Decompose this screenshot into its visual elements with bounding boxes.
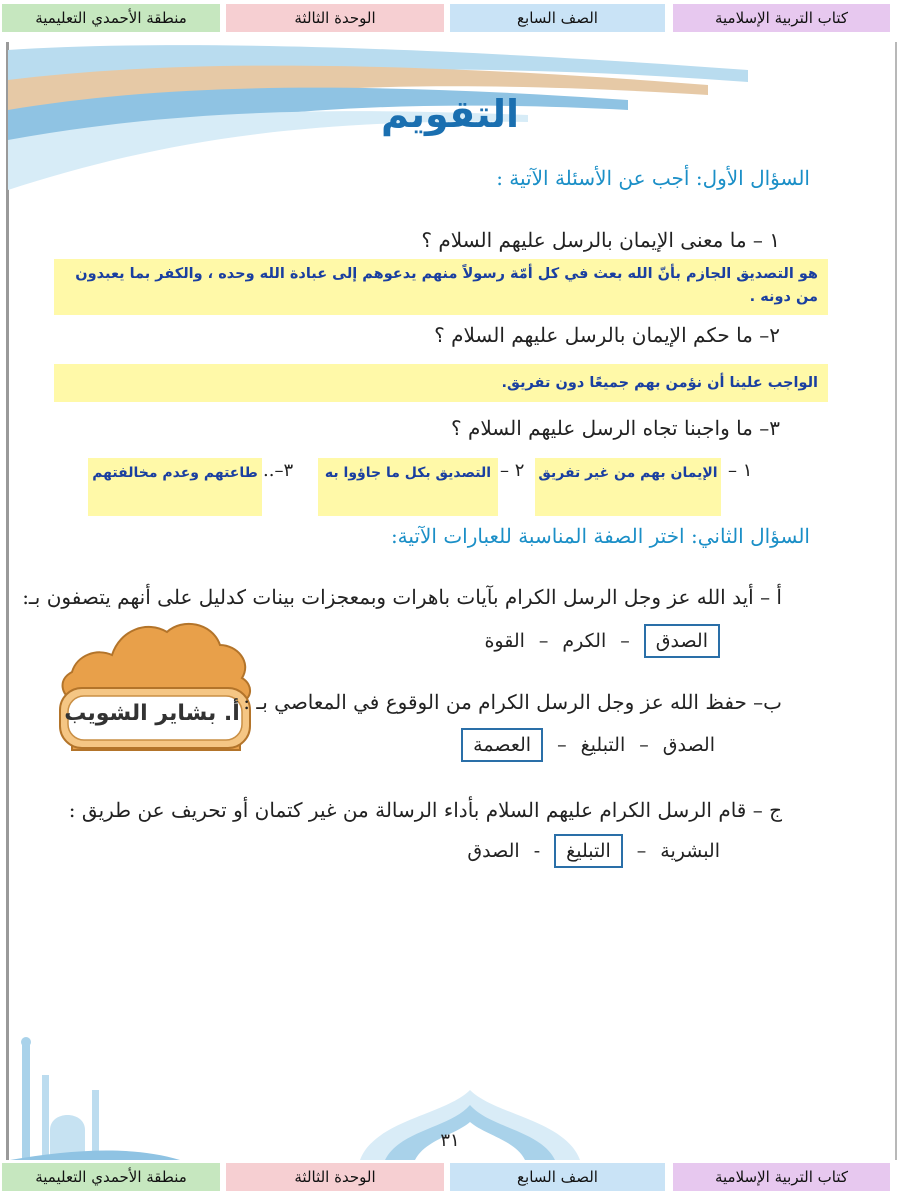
footer-region: منطقة الأحمدي التعليمية xyxy=(2,1163,220,1191)
duty-box-3: طاعتهم وعدم مخالفتهم xyxy=(88,458,262,516)
option-b-selected[interactable]: العصمة xyxy=(461,728,543,762)
question1-item2: ٢– ما حكم الإيمان بالرسل عليهم السلام ؟ xyxy=(434,323,780,347)
mosque-decoration xyxy=(10,1030,180,1160)
question2-statement-b: ب– حفظ الله عز وجل الرسل الكرام من الوقوع في المعاصي بـ : xyxy=(243,690,782,714)
question1-item3: ٣– ما واجبنا تجاه الرسل عليهم السلام ؟ xyxy=(451,416,780,440)
page-right-border xyxy=(895,42,897,1160)
option-c-selected[interactable]: التبليغ xyxy=(554,834,623,868)
header-region: منطقة الأحمدي التعليمية xyxy=(2,4,220,32)
duty-box-1: الإيمان بهم من غير تفريق xyxy=(535,458,721,516)
answer-1: هو التصديق الجازم بأنّ الله بعث في كل أمّة رسولاً منهم يدعوهم إلى عبادة الله وحده ، والكفر بما يعبدون من دونه . xyxy=(54,259,828,315)
option-b-2[interactable]: التبليغ xyxy=(580,734,626,756)
header-bar xyxy=(0,4,900,34)
duty-number-3: ٣–.. xyxy=(263,460,294,481)
header-book: كتاب التربية الإسلامية xyxy=(673,4,890,32)
page-title: التقويم xyxy=(380,92,520,136)
option-c-3[interactable]: الصدق xyxy=(467,840,520,862)
options-c: البشرية–التبليغ-الصدق xyxy=(467,834,720,868)
option-c-1[interactable]: البشرية xyxy=(660,840,720,862)
answer-2: الواجب علينا أن نؤمن بهم جميعًا دون تفريق. xyxy=(54,364,828,402)
options-a: الصدق–الكرم–القوة xyxy=(484,624,720,658)
option-b-1[interactable]: الصدق xyxy=(662,734,715,756)
page-number: ٣١ xyxy=(440,1130,460,1151)
page-left-border xyxy=(6,42,9,1160)
question1-heading: السؤال الأول: أجب عن الأسئلة الآتية : xyxy=(496,166,810,190)
question1-item1: ١ – ما معنى الإيمان بالرسل عليهم السلام ؟ xyxy=(421,228,780,252)
option-a-selected[interactable]: الصدق xyxy=(644,624,720,658)
teacher-stamp-text: أ. بشاير الشويب xyxy=(64,701,240,726)
duty-number-1: ١ – xyxy=(728,460,753,481)
question2-statement-a: أ – أيد الله عز وجل الرسل الكرام بآيات باهرات وبمعجزات بينات كدليل على أنهم يتصفون بـ: xyxy=(22,585,782,609)
question2-heading: السؤال الثاني: اختر الصفة المناسبة للعبارات الآتية: xyxy=(390,524,810,548)
option-a-2[interactable]: الكرم xyxy=(562,630,607,652)
duty-number-2: ٢ – xyxy=(500,460,525,481)
header-unit: الوحدة الثالثة xyxy=(226,4,444,32)
header-grade: الصف السابع xyxy=(450,4,665,32)
page-number-dome xyxy=(355,1090,585,1160)
footer-grade: الصف السابع xyxy=(450,1163,665,1191)
question2-statement-c: ج – قام الرسل الكرام عليهم السلام بأداء الرسالة من غير كتمان أو تحريف عن طريق : xyxy=(68,798,782,822)
options-b: الصدق–التبليغ–العصمة xyxy=(461,728,715,762)
footer-book: كتاب التربية الإسلامية xyxy=(673,1163,890,1191)
duty-box-2: التصديق بكل ما جاؤوا به xyxy=(318,458,498,516)
option-a-3[interactable]: القوة xyxy=(484,630,525,652)
footer-bar xyxy=(0,1163,900,1193)
footer-unit: الوحدة الثالثة xyxy=(226,1163,444,1191)
teacher-stamp-cloud xyxy=(52,610,257,760)
